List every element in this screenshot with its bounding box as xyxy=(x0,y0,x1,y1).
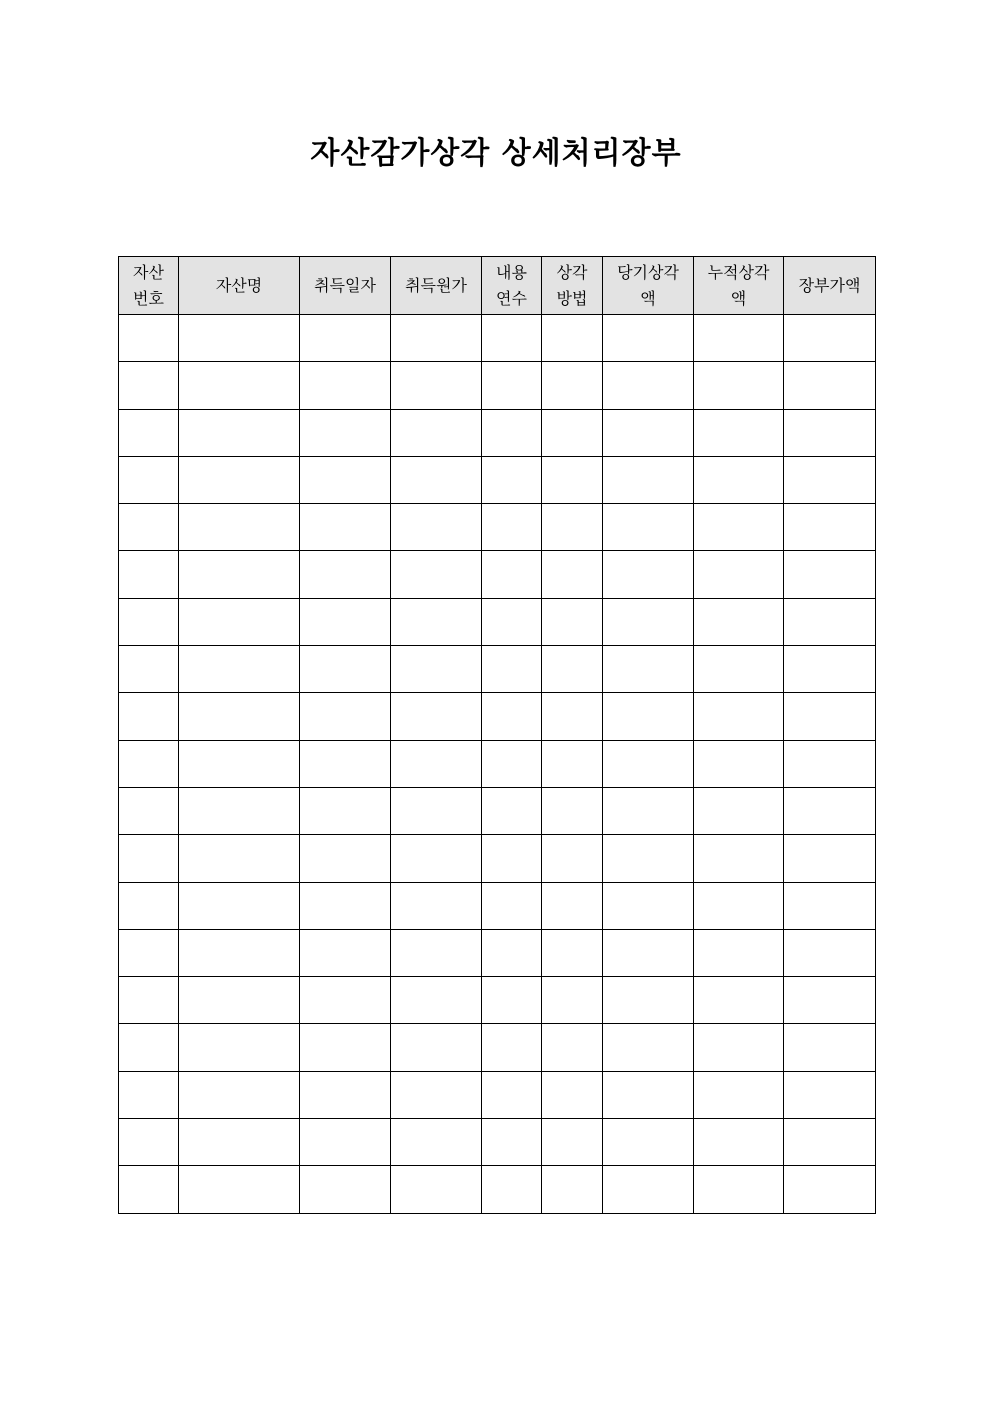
table-cell-asset-no[interactable] xyxy=(119,362,179,409)
table-cell-acq-cost[interactable] xyxy=(391,362,482,409)
table-cell-book-value[interactable] xyxy=(784,693,876,740)
table-cell-useful-life[interactable] xyxy=(482,977,542,1024)
table-cell-book-value[interactable] xyxy=(784,882,876,929)
table-cell-curr-dep[interactable] xyxy=(603,598,694,645)
table-body xyxy=(119,315,876,1214)
table-cell-acq-cost[interactable] xyxy=(391,977,482,1024)
table-cell-acq-cost[interactable] xyxy=(391,598,482,645)
table-cell-useful-life[interactable] xyxy=(482,1071,542,1118)
table-cell-method[interactable] xyxy=(542,456,603,503)
table-cell-accum-dep[interactable] xyxy=(694,598,784,645)
column-header-accumulated-depreciation: 누적상각 액 xyxy=(694,257,784,315)
table-cell-book-value[interactable] xyxy=(784,1024,876,1071)
table-cell-book-value[interactable] xyxy=(784,977,876,1024)
table-cell-acq-date[interactable] xyxy=(300,929,391,976)
table-cell-acq-date[interactable] xyxy=(300,977,391,1024)
table-cell-acq-date[interactable] xyxy=(300,1166,391,1213)
table-cell-accum-dep[interactable] xyxy=(694,882,784,929)
table-cell-curr-dep[interactable] xyxy=(603,740,694,787)
table-cell-method[interactable] xyxy=(542,646,603,693)
table-cell-asset-no[interactable] xyxy=(119,835,179,882)
table-cell-book-value[interactable] xyxy=(784,1166,876,1213)
table-cell-acq-cost[interactable] xyxy=(391,740,482,787)
table-cell-asset-no[interactable] xyxy=(119,598,179,645)
table-cell-curr-dep[interactable] xyxy=(603,835,694,882)
table-cell-accum-dep[interactable] xyxy=(694,409,784,456)
table-cell-acq-cost[interactable] xyxy=(391,409,482,456)
table-cell-curr-dep[interactable] xyxy=(603,882,694,929)
table-cell-asset-name[interactable] xyxy=(179,882,300,929)
table-cell-asset-name[interactable] xyxy=(179,551,300,598)
table-cell-method[interactable] xyxy=(542,929,603,976)
table-cell-useful-life[interactable] xyxy=(482,787,542,834)
table-cell-useful-life[interactable] xyxy=(482,551,542,598)
table-row xyxy=(119,740,876,787)
column-header-acquisition-date: 취득일자 xyxy=(300,257,391,315)
table-cell-asset-name[interactable] xyxy=(179,315,300,362)
table-cell-acq-date[interactable] xyxy=(300,740,391,787)
table-cell-asset-no[interactable] xyxy=(119,315,179,362)
table-cell-acq-date[interactable] xyxy=(300,1119,391,1166)
table-cell-accum-dep[interactable] xyxy=(694,456,784,503)
table-cell-acq-date[interactable] xyxy=(300,456,391,503)
table-cell-useful-life[interactable] xyxy=(482,504,542,551)
table-cell-acq-date[interactable] xyxy=(300,1071,391,1118)
table-row xyxy=(119,362,876,409)
table-cell-accum-dep[interactable] xyxy=(694,1166,784,1213)
table-cell-useful-life[interactable] xyxy=(482,1024,542,1071)
table-cell-accum-dep[interactable] xyxy=(694,362,784,409)
table-cell-accum-dep[interactable] xyxy=(694,1071,784,1118)
table-cell-useful-life[interactable] xyxy=(482,835,542,882)
table-cell-curr-dep[interactable] xyxy=(603,456,694,503)
table-cell-acq-cost[interactable] xyxy=(391,1166,482,1213)
table-cell-acq-date[interactable] xyxy=(300,1024,391,1071)
table-cell-book-value[interactable] xyxy=(784,1071,876,1118)
table-cell-accum-dep[interactable] xyxy=(694,977,784,1024)
table-cell-asset-no[interactable] xyxy=(119,977,179,1024)
table-cell-asset-name[interactable] xyxy=(179,456,300,503)
table-cell-curr-dep[interactable] xyxy=(603,1071,694,1118)
table-cell-curr-dep[interactable] xyxy=(603,315,694,362)
table-cell-method[interactable] xyxy=(542,693,603,740)
table-cell-asset-name[interactable] xyxy=(179,362,300,409)
table-cell-asset-no[interactable] xyxy=(119,929,179,976)
table-cell-asset-name[interactable] xyxy=(179,409,300,456)
table-cell-curr-dep[interactable] xyxy=(603,362,694,409)
table-row xyxy=(119,1071,876,1118)
table-cell-acq-date[interactable] xyxy=(300,504,391,551)
table-cell-acq-cost[interactable] xyxy=(391,1119,482,1166)
table-cell-curr-dep[interactable] xyxy=(603,551,694,598)
table-row xyxy=(119,929,876,976)
table-cell-asset-name[interactable] xyxy=(179,1119,300,1166)
table-row xyxy=(119,977,876,1024)
table-row xyxy=(119,882,876,929)
table-cell-accum-dep[interactable] xyxy=(694,504,784,551)
table-cell-method[interactable] xyxy=(542,787,603,834)
table-cell-asset-no[interactable] xyxy=(119,787,179,834)
table-cell-asset-name[interactable] xyxy=(179,1166,300,1213)
table-cell-book-value[interactable] xyxy=(784,740,876,787)
table-cell-useful-life[interactable] xyxy=(482,1166,542,1213)
table-cell-method[interactable] xyxy=(542,1071,603,1118)
table-cell-method[interactable] xyxy=(542,1166,603,1213)
depreciation-ledger-table xyxy=(118,256,876,1214)
table-cell-method[interactable] xyxy=(542,409,603,456)
table-cell-acq-date[interactable] xyxy=(300,646,391,693)
table-cell-asset-no[interactable] xyxy=(119,1119,179,1166)
table-cell-method[interactable] xyxy=(542,835,603,882)
table-header-row xyxy=(119,257,876,315)
table-cell-acq-cost[interactable] xyxy=(391,882,482,929)
table-cell-asset-name[interactable] xyxy=(179,598,300,645)
table-row xyxy=(119,551,876,598)
table-cell-curr-dep[interactable] xyxy=(603,646,694,693)
table-cell-book-value[interactable] xyxy=(784,409,876,456)
table-cell-curr-dep[interactable] xyxy=(603,1024,694,1071)
table-cell-acq-date[interactable] xyxy=(300,882,391,929)
table-cell-asset-name[interactable] xyxy=(179,693,300,740)
table-row xyxy=(119,456,876,503)
table-cell-method[interactable] xyxy=(542,882,603,929)
table-cell-asset-no[interactable] xyxy=(119,456,179,503)
table-cell-curr-dep[interactable] xyxy=(603,504,694,551)
table-cell-asset-no[interactable] xyxy=(119,646,179,693)
table-cell-asset-no[interactable] xyxy=(119,1024,179,1071)
table-cell-method[interactable] xyxy=(542,362,603,409)
table-cell-useful-life[interactable] xyxy=(482,882,542,929)
table-cell-acq-cost[interactable] xyxy=(391,787,482,834)
table-cell-acq-cost[interactable] xyxy=(391,1071,482,1118)
table-cell-useful-life[interactable] xyxy=(482,362,542,409)
table-row xyxy=(119,315,876,362)
column-header-asset-no: 자산 번호 xyxy=(119,257,179,315)
table-row xyxy=(119,1119,876,1166)
table-cell-acq-cost[interactable] xyxy=(391,551,482,598)
table-cell-acq-cost[interactable] xyxy=(391,693,482,740)
table-cell-asset-no[interactable] xyxy=(119,882,179,929)
table-cell-acq-cost[interactable] xyxy=(391,315,482,362)
table-cell-accum-dep[interactable] xyxy=(694,646,784,693)
table-cell-acq-cost[interactable] xyxy=(391,456,482,503)
table-cell-acq-cost[interactable] xyxy=(391,504,482,551)
table-cell-accum-dep[interactable] xyxy=(694,551,784,598)
table-cell-acq-cost[interactable] xyxy=(391,1024,482,1071)
column-header-current-depreciation: 당기상각 액 xyxy=(603,257,694,315)
table-cell-curr-dep[interactable] xyxy=(603,1166,694,1213)
table-row xyxy=(119,787,876,834)
table-cell-useful-life[interactable] xyxy=(482,929,542,976)
table-cell-book-value[interactable] xyxy=(784,787,876,834)
column-header-useful-life: 내용 연수 xyxy=(482,257,542,315)
table-cell-asset-name[interactable] xyxy=(179,929,300,976)
column-header-acquisition-cost: 취득원가 xyxy=(391,257,482,315)
table-cell-acq-date[interactable] xyxy=(300,551,391,598)
table-cell-asset-no[interactable] xyxy=(119,504,179,551)
table-cell-accum-dep[interactable] xyxy=(694,929,784,976)
table-cell-acq-date[interactable] xyxy=(300,787,391,834)
table-cell-book-value[interactable] xyxy=(784,646,876,693)
table-cell-accum-dep[interactable] xyxy=(694,1119,784,1166)
table-row xyxy=(119,598,876,645)
table-cell-method[interactable] xyxy=(542,315,603,362)
table-cell-acq-date[interactable] xyxy=(300,409,391,456)
table-cell-asset-name[interactable] xyxy=(179,1071,300,1118)
table-cell-curr-dep[interactable] xyxy=(603,929,694,976)
table-cell-accum-dep[interactable] xyxy=(694,693,784,740)
table-row xyxy=(119,1166,876,1213)
table-cell-book-value[interactable] xyxy=(784,362,876,409)
table-cell-useful-life[interactable] xyxy=(482,456,542,503)
column-header-book-value: 장부가액 xyxy=(784,257,876,315)
table-cell-method[interactable] xyxy=(542,504,603,551)
table-cell-asset-no[interactable] xyxy=(119,1166,179,1213)
table-cell-method[interactable] xyxy=(542,598,603,645)
table-cell-asset-no[interactable] xyxy=(119,740,179,787)
table-cell-acq-date[interactable] xyxy=(300,362,391,409)
table-cell-useful-life[interactable] xyxy=(482,409,542,456)
table-cell-acq-cost[interactable] xyxy=(391,929,482,976)
table-cell-book-value[interactable] xyxy=(784,929,876,976)
table-cell-asset-name[interactable] xyxy=(179,740,300,787)
table-cell-book-value[interactable] xyxy=(784,1119,876,1166)
table-cell-curr-dep[interactable] xyxy=(603,787,694,834)
table-cell-asset-no[interactable] xyxy=(119,1071,179,1118)
column-header-asset-name: 자산명 xyxy=(179,257,300,315)
table-cell-asset-no[interactable] xyxy=(119,409,179,456)
table-cell-useful-life[interactable] xyxy=(482,598,542,645)
table-row xyxy=(119,646,876,693)
page-title: 자산감가상각 상세처리장부 xyxy=(310,136,682,171)
table-cell-curr-dep[interactable] xyxy=(603,977,694,1024)
table-cell-useful-life[interactable] xyxy=(482,1119,542,1166)
table-cell-method[interactable] xyxy=(542,740,603,787)
table-cell-accum-dep[interactable] xyxy=(694,787,784,834)
table-row xyxy=(119,504,876,551)
table-cell-asset-name[interactable] xyxy=(179,787,300,834)
table-cell-curr-dep[interactable] xyxy=(603,1119,694,1166)
table-cell-asset-name[interactable] xyxy=(179,1024,300,1071)
table-cell-method[interactable] xyxy=(542,1119,603,1166)
table-cell-book-value[interactable] xyxy=(784,598,876,645)
table-cell-asset-name[interactable] xyxy=(179,504,300,551)
table-cell-book-value[interactable] xyxy=(784,835,876,882)
table-cell-asset-name[interactable] xyxy=(179,646,300,693)
table-cell-asset-no[interactable] xyxy=(119,551,179,598)
table-cell-useful-life[interactable] xyxy=(482,646,542,693)
table-cell-accum-dep[interactable] xyxy=(694,740,784,787)
table-row xyxy=(119,1024,876,1071)
table-cell-acq-cost[interactable] xyxy=(391,835,482,882)
table-row xyxy=(119,409,876,456)
table-cell-method[interactable] xyxy=(542,977,603,1024)
table-cell-book-value[interactable] xyxy=(784,456,876,503)
table-cell-useful-life[interactable] xyxy=(482,740,542,787)
table-cell-asset-name[interactable] xyxy=(179,977,300,1024)
table-cell-method[interactable] xyxy=(542,551,603,598)
table-cell-curr-dep[interactable] xyxy=(603,409,694,456)
table-cell-useful-life[interactable] xyxy=(482,315,542,362)
table-cell-book-value[interactable] xyxy=(784,551,876,598)
table-cell-asset-name[interactable] xyxy=(179,835,300,882)
table-cell-acq-date[interactable] xyxy=(300,598,391,645)
table-cell-acq-cost[interactable] xyxy=(391,646,482,693)
column-header-depreciation-method: 상각 방법 xyxy=(542,257,603,315)
table-cell-useful-life[interactable] xyxy=(482,693,542,740)
table-cell-book-value[interactable] xyxy=(784,315,876,362)
table-cell-book-value[interactable] xyxy=(784,504,876,551)
table-row xyxy=(119,835,876,882)
table-cell-accum-dep[interactable] xyxy=(694,835,784,882)
table-cell-curr-dep[interactable] xyxy=(603,693,694,740)
table-cell-accum-dep[interactable] xyxy=(694,1024,784,1071)
table-cell-acq-date[interactable] xyxy=(300,835,391,882)
table-row xyxy=(119,693,876,740)
table-cell-acq-date[interactable] xyxy=(300,315,391,362)
table-cell-acq-date[interactable] xyxy=(300,693,391,740)
table-cell-method[interactable] xyxy=(542,1024,603,1071)
table-cell-asset-no[interactable] xyxy=(119,693,179,740)
table-cell-accum-dep[interactable] xyxy=(694,315,784,362)
